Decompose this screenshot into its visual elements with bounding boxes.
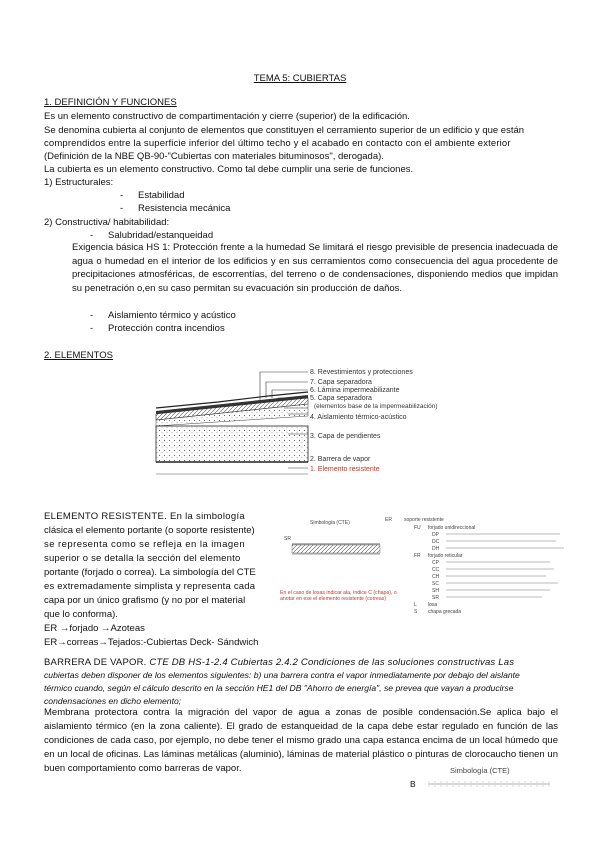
bv-line-1 <box>44 656 514 669</box>
symb-red-note: En el caso de losas indicar ala, índice C (chapa), o anotar en ese el elemento resistente (correas) <box>280 590 397 603</box>
symb-code-sr: SR <box>432 595 439 601</box>
symb-code-dc: DC <box>432 539 440 545</box>
symbology-figure <box>280 514 580 622</box>
page-title: TEMA 5: CUBIERTAS <box>253 73 347 84</box>
symb-code-ch: CH <box>432 574 440 580</box>
symb-l-desc: losa <box>428 602 438 608</box>
paragraph-cubierta-line-2: comprendidos entre la superficie inferior del último techo y el acabado en contacto con el ambiente exterior <box>44 138 511 149</box>
diagram-layer-resistant <box>156 426 308 462</box>
list-constructiva-label: 2) Constructiva/ habitabilidad: <box>44 217 170 228</box>
symb-er: ER <box>385 517 392 523</box>
paragraph-cubierta-line-1: Se denomina cubierta al conjunto de elementos que constituyen el cerramiento superior de un edificio y que están <box>44 125 525 136</box>
er-line-3: se representa como se refleja en la imagen <box>44 539 246 550</box>
diagram-label-4: 4. Aislamiento térmico-acústico <box>310 414 407 421</box>
er-line-azoteas: ER →forjado →Azoteas <box>44 623 145 634</box>
symb-er-sketch <box>292 544 380 554</box>
symb-code-dp: DP <box>432 532 439 538</box>
symb-fr-desc: forjado reticular <box>428 553 463 559</box>
symb2-b: B <box>410 779 416 789</box>
list-item-label: Protección contra incendios <box>108 323 225 334</box>
bv-body: Membrana protectora contra la migración del vapor de agua a zonas de posible condensación.Se aplica bajo el aislamiento térmico (en la zona caliente). El grado de estanqueidad de la capa debe estar regulado en función de las condiciones de cada caso, por ejemplo, no debe tener el mismo grado una capa estanca encima de un local húmedo que en un local de oficinas. Las láminas metálicas (aluminio), láminas de material plástico o pinturas de clorocaucho tienen un buen comportamiento como barreras de vapor. <box>44 707 558 774</box>
paragraph-definition: Es un elemento constructivo de compartimentación y cierre (superior) de la edificación. <box>44 111 410 122</box>
list-item-label: Salubridad/estanqueidad <box>108 230 214 241</box>
bv-heading: BARRERA DE VAPOR. <box>44 657 150 668</box>
list-item-label: Estabilidad <box>138 190 185 201</box>
symb-fu-desc: forjado unidireccional <box>428 525 476 531</box>
symb-l: L <box>414 602 417 608</box>
paragraph-hs1: Exigencia básica HS 1: Protección frente a la humedad Se limitará el riesgo previsible de presencia inadecuada de agua o humedad en el interior de los edificios y en sus cerramientos como consecuencia del agua procedente de precipitaciones atmosféricas, de escorrentías, del terreno o de condensaciones, disponiendo medios que impidan su penetración o,en su caso permitan su evacuación sin producción de daños. <box>72 242 558 294</box>
diagram-label-8: 8. Revestimientos y protecciones <box>310 369 413 376</box>
diagram-label-1: 1. Elemento resistente <box>310 466 380 473</box>
diagram-label-6: 6. Lámina impermeabilizante <box>310 387 400 394</box>
diagram-label-5-sub: (elementos base de la impermeabilización) <box>314 403 438 410</box>
symb-s-desc: chapa grecada <box>428 609 462 615</box>
symb2-dashed-line <box>428 780 550 788</box>
bv-line-4: condensaciones en dicho elemento; <box>44 696 182 706</box>
document-page: TEMA 5: CUBIERTAS 1. DEFINICIÓN Y FUNCIONES Es un elemento constructivo de compartimentación y cierre (superior) de la edificación. Se denomina cubierta al conjunto de elementos que constituyen el cerramiento superior de un edificio y que están comprendidos entre la superficie inferior del último techo y el acabado en contacto con el ambiente exterior (Definición de la NBE QB-90-"Cubiertas con materiales bituminosos", derogada). La cubierta es un elemento constructivo. Como tal debe cumplir una serie de funciones. 1) Estructurales: - Estabilidad - Resistencia mecánica 2) Constructiva/ habitabilidad: - Salubridad/estanqueidad Exigencia básica HS 1: Protección frente a la humedad Se limitará el riesgo previsible de presencia inadecuada de agua o humedad en el interior de los edificios y en sus cerramientos como consecuencia del agua procedente de precipitaciones atmosféricas, de escorrentías, del terreno o de condensaciones, disponiendo medios que impidan su penetración o,en su caso permitan su evacuación sin producción de daños. - Aislamiento térmico y acústico - Protección contra incendios 2. ELEMENTOS 8. Revestimientos y protecciones 7. Capa separadora 6. Lámina impermeabilizante 5. Capa separadora (elementos base de la impermeabilización) 4. Aislamiento térmico-acústico 3. Capa de pendientes 2. Barrera de vapor 1. Elemento resistente ELEMENTO RESISTENTE. En la simbología clásica el elemento portante (o soporte resistente) se representa como se refleja en la imagen superior o se detalla la sección del elemento portante (forjado o correa). La simbología del CTE es extremadamente simplista y representa cada capa por un único grafismo (y no por el material que lo conforma). ER →forjado →Azoteas ER→correas→Tejados:-Cubiertas Deck- Sándwich Simbología (CTE) ER soporte resistente FU forjado unidireccional DP DC DH FR forjado reticular CP CC CH SC SH SR L losa S chapa grecada SR En el caso de losas indicar ala, índice C (chapa), o anotar en ese el elemento resistente (correas) BARRERA DE VAPOR. CTE DB HS-1-2.4 Cubiertas 2.4.2 Condiciones de las soluciones constructivas Las cubiertas deben disponer de los elementos siguientes: b) una barrera contra el vapor inmediatamente por debajo del aislante térmico cuando, según el cálculo descrito en la sección HE1 del DB "Ahorro de energía", se prevea que vayan a producirse condensaciones en dicho elemento; Membrana protectora contra la migración del vapor de agua a zonas de posible condensación.Se aplica bajo el aislamiento térmico (en la zona caliente). El grado de estanqueidad de la capa debe estar regulado en función de las condiciones de cada caso, por ejemplo, no debe tener el mismo grado una capa estanca encima de un local húmedo que en un local de oficinas. Las láminas metálicas (aluminio), láminas de material plástico o pinturas de clorocaucho tienen un buen comportamiento como barreras de vapor. Simbología (CTE) B <box>0 0 600 848</box>
er-line-tejados: ER→correas→Tejados:-Cubiertas Deck- Sándwich <box>44 637 259 648</box>
er-line-1: ELEMENTO RESISTENTE. En la simbología <box>44 511 245 522</box>
bv-line-3: térmico cuando, según el cálculo descrito en la sección HE1 del DB "Ahorro de energía", se prevea que vayan a producirse <box>44 683 514 693</box>
symb-code-sh: SH <box>432 588 439 594</box>
list-estructurales-label: 1) Estructurales: <box>44 177 114 188</box>
symb-s: S <box>414 609 418 615</box>
symb-title: Simbología (CTE) <box>310 520 350 526</box>
roof-layers-diagram <box>148 364 460 500</box>
symb-descriptions <box>446 534 564 597</box>
diagram-label-7: 7. Capa separadora <box>310 379 372 386</box>
diagram-label-3: 3. Capa de pendientes <box>310 433 381 440</box>
er-line-6: es extremadamente simplista y representa cada <box>44 581 256 592</box>
list-item-label: Aislamiento térmico y acústico <box>108 310 236 321</box>
symb2-title: Simbología (CTE) <box>450 766 510 775</box>
er-line-7: capa por un único grafismo (y no por el material <box>44 595 246 606</box>
er-line-4: superior o se detalla la sección del elemento <box>44 553 241 564</box>
symb-code-cc: CC <box>432 567 440 573</box>
bv-cte-ref: CTE DB HS-1-2.4 Cubiertas 2.4.2 Condiciones de las soluciones constructivas Las <box>149 657 515 668</box>
diagram-label-5: 5. Capa separadora <box>310 395 372 402</box>
symb-fu: FU <box>414 525 421 531</box>
symb-code-sc: SC <box>432 581 439 587</box>
symb-red-note-box <box>280 590 400 622</box>
list-item-label: Resistencia mecánica <box>138 203 231 214</box>
bv-line-2: cubiertas deben disponer de los elementos siguientes: b) una barrera contra el vapor inmediatamente por debajo del aislante <box>44 670 520 680</box>
symb-code-dh: DH <box>432 546 440 552</box>
symb-sn: SR <box>284 536 291 542</box>
diagram-label-2: 2. Barrera de vapor <box>310 456 371 463</box>
symb-code-cp: CP <box>432 560 439 566</box>
paragraph-cubierta-line-3: (Definición de la NBE QB-90-"Cubiertas con materiales bituminosos", derogada). <box>44 151 384 162</box>
er-line-2: clásica el elemento portante (o soporte resistente) <box>44 525 255 536</box>
section-1-heading: 1. DEFINICIÓN Y FUNCIONES <box>44 97 177 108</box>
symb-er-desc: soporte resistente <box>404 517 444 523</box>
paragraph-funciones: La cubierta es un elemento constructivo. Como tal debe cumplir una serie de funciones. <box>44 164 414 175</box>
er-line-8: que lo conforma). <box>44 609 118 620</box>
symb-fr: FR <box>414 553 421 559</box>
er-line-5: portante (forjado o correa). La simbología del CTE <box>44 567 256 578</box>
section-2-heading: 2. ELEMENTOS <box>44 350 113 361</box>
